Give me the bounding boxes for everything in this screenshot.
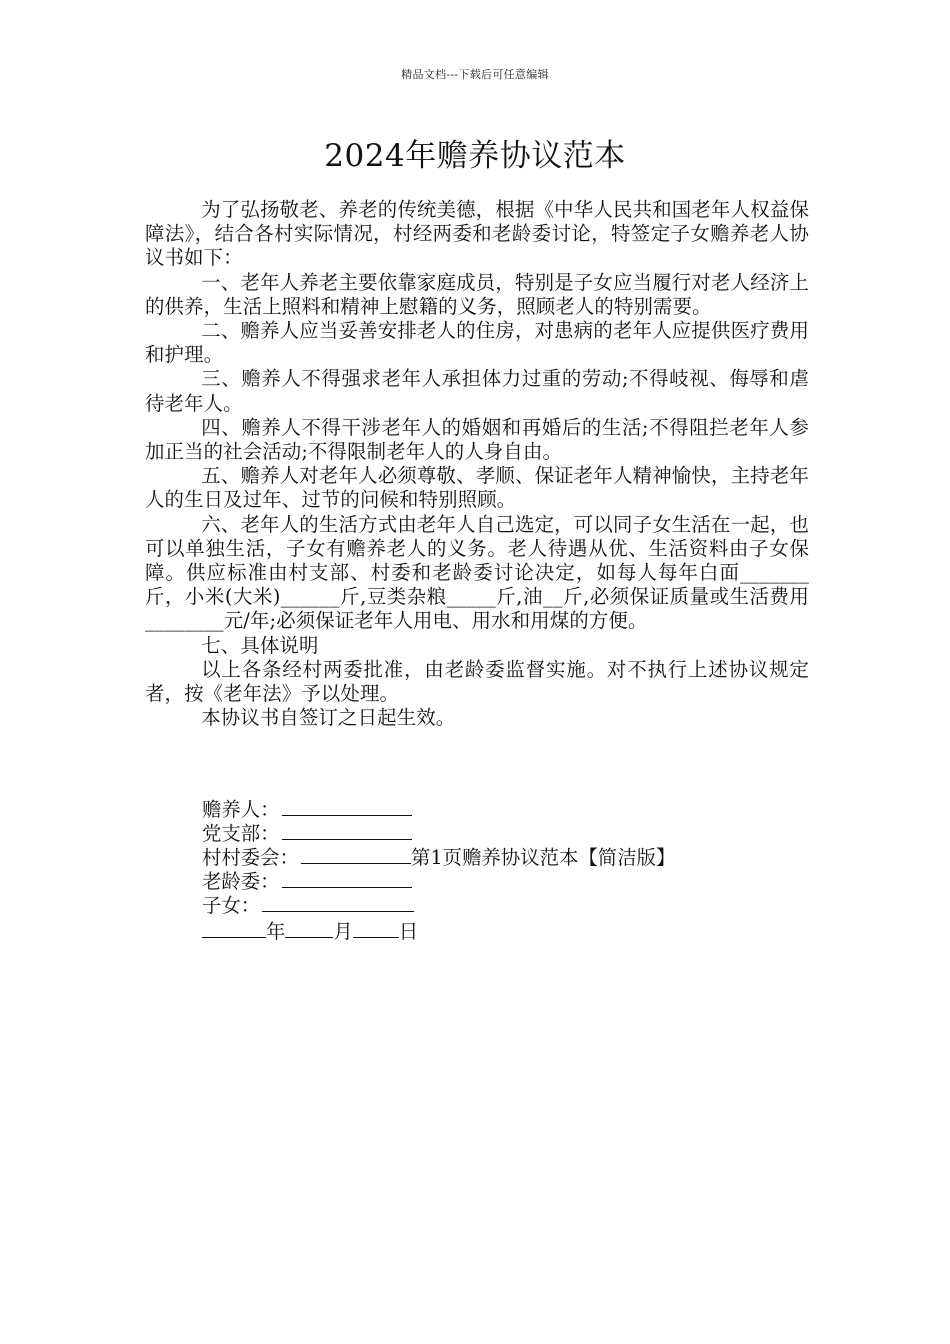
- page-header: 精品文档---下载后可任意编辑: [401, 68, 549, 81]
- paragraph-clause-4: 四、赡养人不得干涉老年人的婚姻和再婚后的生活;不得阻拦老年人参加正当的社会活动;不得限制老年人的人身自由。: [145, 415, 809, 464]
- signature-line: [282, 799, 412, 816]
- year-blank: [202, 921, 266, 938]
- paragraph-clause-2: 二、赡养人应当妥善安排老人的住房，对患病的老年人应提供医疗费用和护理。: [145, 319, 809, 367]
- signature-line: [282, 871, 412, 888]
- signature-line: [262, 895, 414, 912]
- signature-children: [202, 894, 414, 918]
- paragraph-intro: 为了弘扬敬老、养老的传统美德，根据《中华人民共和国老年人权益保障法》，结合各村实际情况，村经两委和老龄委讨论，特签定子女赡养老人协议书如下：: [145, 198, 809, 270]
- month-label: 月: [333, 920, 353, 943]
- paragraph-effective: 本协议书自签订之日起生效。: [201, 706, 456, 730]
- paragraph-clause-1: 一、老年人养老主要依靠家庭成员，特别是子女应当履行对老人经济上的供养，生活上照料和精神上慰籍的义务，照顾老人的特别需要。: [145, 270, 809, 318]
- document-title: 2024年赡养协议范本: [324, 138, 626, 174]
- signature-village-committee: [202, 846, 675, 870]
- signature-line: [282, 823, 412, 840]
- signature-date: [202, 920, 418, 944]
- paragraph-clause-6: 六、老年人的生活方式由老年人自己选定，可以同子女生活在一起，也可以单独生活，子女有赡养老人的义务。老人待遇从优、生活资料由子女保障。供应标准由村支部、村委和老龄委讨论决定，如每人每年白面_______斤，小米(大米)______斤,豆类杂粮_____斤,油__斤,必须保证质量或生活费用________元/年;必须保证老年人用电、用水和用煤的方便。: [145, 512, 809, 633]
- month-blank: [285, 921, 333, 938]
- signature-label: 党支部：: [202, 822, 280, 845]
- signature-elderly-committee: [202, 870, 412, 894]
- paragraph-approval: 以上各条经村两委批准，由老龄委监督实施。对不执行上述协议规定者，按《老年法》予以处理。: [145, 657, 809, 706]
- signature-label: 子女：: [202, 894, 261, 917]
- day-blank: [353, 921, 399, 938]
- year-label: 年: [266, 920, 286, 943]
- paragraph-clause-3: 三、赡养人不得强求老年人承担体力过重的劳动;不得岐视、侮辱和虐待老年人。: [145, 367, 809, 415]
- day-label: 日: [398, 920, 419, 943]
- signature-label: 村村委会：: [202, 846, 299, 869]
- signature-line: [301, 847, 411, 864]
- paragraph-clause-7: 七、具体说明: [201, 633, 319, 657]
- signature-support-person: [202, 798, 412, 822]
- signature-label: 赡养人：: [202, 798, 280, 821]
- page-footer-text: 第1页赡养协议范本【简洁版】: [410, 846, 676, 869]
- paragraph-clause-5: 五、赡养人对老年人必须尊敬、孝顺、保证老年人精神愉快，主持老年人的生日及过年、过节的问候和特别照顾。: [145, 464, 809, 512]
- signature-label: 老龄委：: [202, 870, 280, 893]
- signature-party-branch: [202, 822, 412, 846]
- document-body: [145, 198, 809, 730]
